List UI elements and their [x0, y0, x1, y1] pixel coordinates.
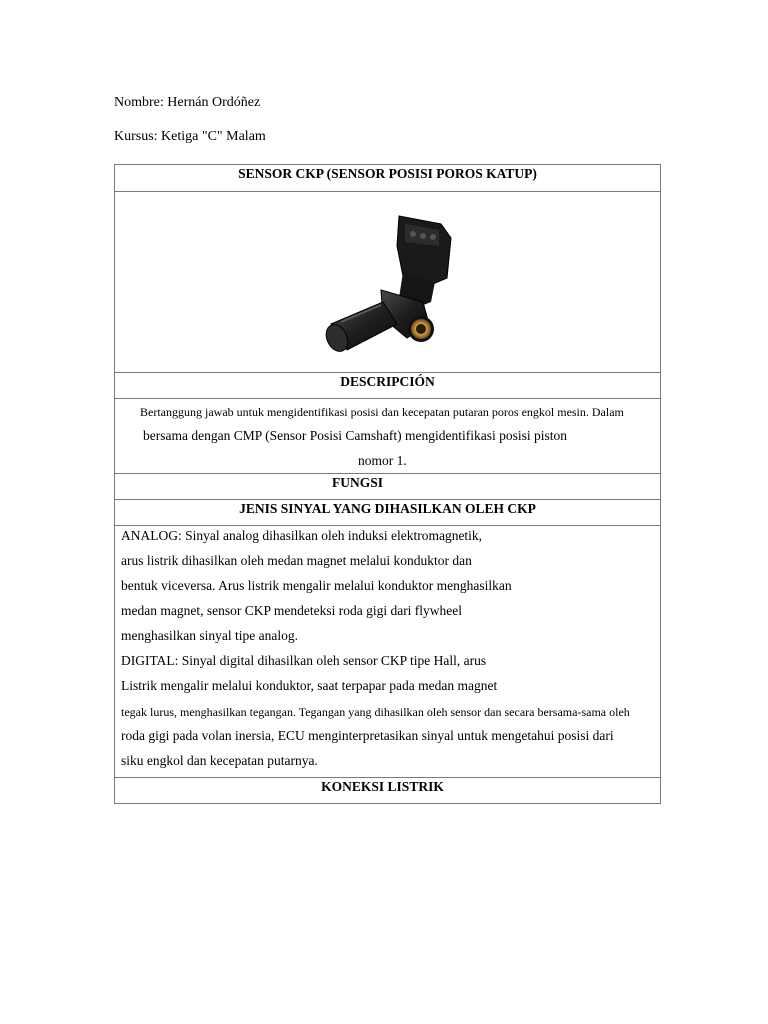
signal-line: arus listrik dihasilkan oleh medan magnet melalui konduktor dan	[121, 553, 472, 568]
description-line: Bertanggung jawab untuk mengidentifikasi posisi dan kecepatan putaran poros engkol mesin. Dalam	[140, 405, 624, 419]
signal-line: menghasilkan sinyal tipe analog.	[121, 628, 298, 643]
ckp-sensor-photo-icon	[311, 206, 471, 366]
table-title: SENSOR CKP (SENSOR POSISI POROS KATUP)	[238, 166, 537, 181]
electrical-connection-heading: KONEKSI LISTRIK	[115, 777, 660, 803]
description-cell	[115, 398, 660, 473]
description-line: bersama dengan CMP (Sensor Posisi Camshaft) mengidentifikasi posisi piston	[143, 428, 567, 443]
signal-line: roda gigi pada volan inersia, ECU menginterpretasikan sinyal untuk mengetahui posisi dari	[121, 728, 614, 743]
course-info: Kursus: Ketiga "C" Malam	[114, 129, 266, 144]
signal-description-cell	[115, 525, 660, 777]
signal-line: bentuk viceversa. Arus listrik mengalir melalui konduktor menghasilkan	[121, 578, 512, 593]
function-heading: FUNGSI	[115, 473, 660, 499]
signal-line: ANALOG: Sinyal analog dihasilkan oleh induksi elektromagnetik,	[121, 528, 483, 543]
signal-line: Listrik mengalir melalui konduktor, saat terpapar pada medan magnet	[121, 678, 498, 693]
signal-type-heading: JENIS SINYAL YANG DIHASILKAN OLEH CKP	[115, 499, 660, 525]
sensor-image-cell	[115, 191, 660, 372]
signal-line: tegak lurus, menghasilkan tegangan. Tegangan yang dihasilkan oleh sensor dan secara bersama-sama oleh	[121, 705, 630, 719]
signal-line: DIGITAL: Sinyal digital dihasilkan oleh sensor CKP tipe Hall, arus	[121, 653, 487, 668]
sensor-info-table	[114, 164, 661, 804]
student-name: Nombre: Hernán Ordóñez	[114, 95, 261, 110]
signal-line: medan magnet, sensor CKP mendeteksi roda gigi dari flywheel	[121, 603, 463, 618]
signal-line: siku engkol dan kecepatan putarnya.	[121, 753, 318, 768]
description-line: nomor 1.	[358, 453, 407, 468]
description-heading: DESCRIPCIÓN	[115, 372, 660, 398]
